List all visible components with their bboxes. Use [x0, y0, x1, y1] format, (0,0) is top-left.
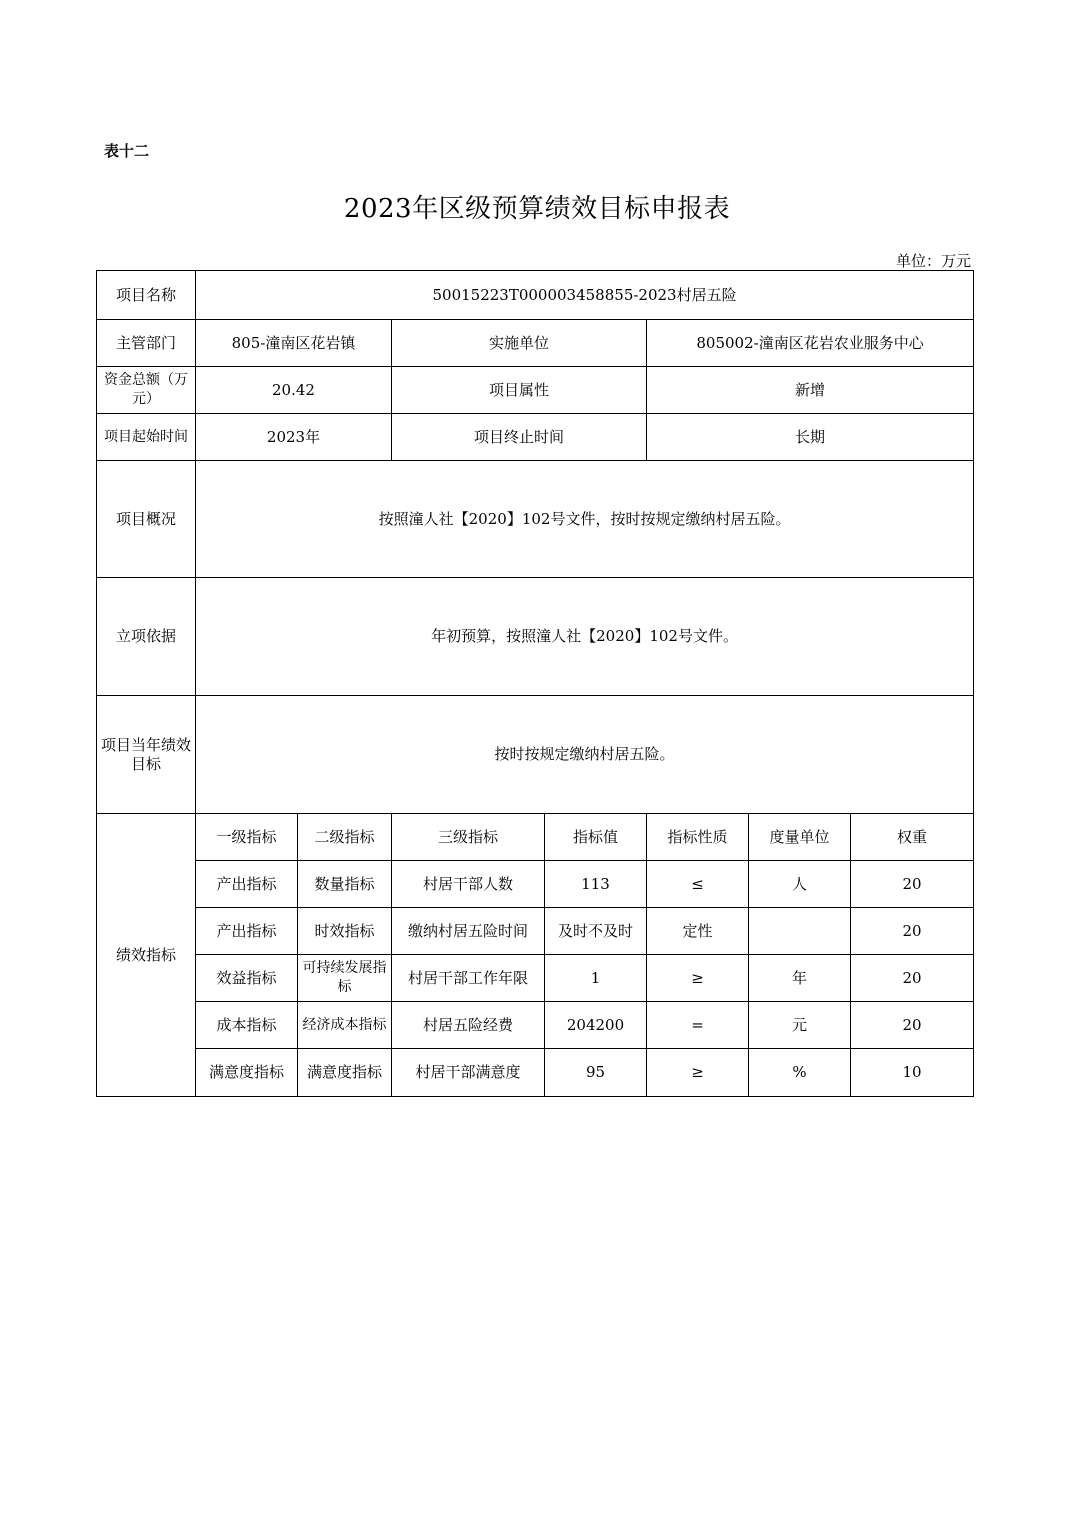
- header-cell: 权重: [851, 814, 974, 861]
- funds-value: 20.42: [196, 367, 392, 414]
- level2-cell: 可持续发展指标: [298, 955, 392, 1002]
- start-value: 2023年: [196, 414, 392, 461]
- unit-cell: [749, 908, 851, 955]
- table-label: 表十二: [104, 142, 150, 160]
- level1-cell: 成本指标: [196, 1002, 298, 1049]
- header-cell: 二级指标: [298, 814, 392, 861]
- value-cell: 及时不及时: [545, 908, 647, 955]
- attr-label: 项目属性: [392, 367, 647, 414]
- table-row: [97, 908, 974, 955]
- row-overview: [97, 461, 974, 578]
- level1-cell: 产出指标: [196, 861, 298, 908]
- project-name-value: 50015223T000003458855-2023村居五险: [196, 271, 974, 320]
- value-cell: 95: [545, 1049, 647, 1097]
- basis-label: 立项依据: [97, 578, 196, 696]
- nature-cell: 定性: [647, 908, 749, 955]
- start-label: 项目起始时间: [97, 414, 196, 461]
- row-project-name: [97, 271, 974, 320]
- attr-value: 新增: [647, 367, 974, 414]
- overview-value: 按照潼人社【2020】102号文件，按时按规定缴纳村居五险。: [196, 461, 974, 578]
- table-row: [97, 861, 974, 908]
- goal-label: 项目当年绩效目标: [97, 696, 196, 814]
- funds-label: 资金总额（万元）: [97, 367, 196, 414]
- row-goal: [97, 696, 974, 814]
- nature-cell: ≥: [647, 955, 749, 1002]
- level1-cell: 效益指标: [196, 955, 298, 1002]
- row-period: [97, 414, 974, 461]
- dept-label: 主管部门: [97, 320, 196, 367]
- level3-cell: 村居干部工作年限: [392, 955, 545, 1002]
- goal-value: 按时按规定缴纳村居五险。: [196, 696, 974, 814]
- header-cell: 指标值: [545, 814, 647, 861]
- impl-value: 805002-潼南区花岩农业服务中心: [647, 320, 974, 367]
- level2-cell: 数量指标: [298, 861, 392, 908]
- end-label: 项目终止时间: [392, 414, 647, 461]
- value-cell: 1: [545, 955, 647, 1002]
- unit-cell: 人: [749, 861, 851, 908]
- table-row: [97, 1002, 974, 1049]
- level3-cell: 村居干部人数: [392, 861, 545, 908]
- document-title: 2023年区级预算绩效目标申报表: [343, 194, 731, 224]
- performance-target-table: [96, 270, 974, 1097]
- weight-cell: 20: [851, 908, 974, 955]
- table-row: [97, 955, 974, 1002]
- level3-cell: 村居干部满意度: [392, 1049, 545, 1097]
- unit-cell: %: [749, 1049, 851, 1097]
- unit-label: 单位：万元: [895, 252, 971, 270]
- header-cell: 一级指标: [196, 814, 298, 861]
- level3-cell: 缴纳村居五险时间: [392, 908, 545, 955]
- level3-cell: 村居五险经费: [392, 1002, 545, 1049]
- weight-cell: 20: [851, 1002, 974, 1049]
- weight-cell: 20: [851, 955, 974, 1002]
- header-cell: 度量单位: [749, 814, 851, 861]
- table-row: [97, 1049, 974, 1097]
- impl-label: 实施单位: [392, 320, 647, 367]
- value-cell: 113: [545, 861, 647, 908]
- row-department: [97, 320, 974, 367]
- level2-cell: 经济成本指标: [298, 1002, 392, 1049]
- row-funds: [97, 367, 974, 414]
- unit-cell: 元: [749, 1002, 851, 1049]
- basis-value: 年初预算，按照潼人社【2020】102号文件。: [196, 578, 974, 696]
- overview-label: 项目概况: [97, 461, 196, 578]
- header-cell: 指标性质: [647, 814, 749, 861]
- value-cell: 204200: [545, 1002, 647, 1049]
- level2-cell: 时效指标: [298, 908, 392, 955]
- weight-cell: 20: [851, 861, 974, 908]
- nature-cell: ≥: [647, 1049, 749, 1097]
- level2-cell: 满意度指标: [298, 1049, 392, 1097]
- end-value: 长期: [647, 414, 974, 461]
- level1-cell: 产出指标: [196, 908, 298, 955]
- nature-cell: ≤: [647, 861, 749, 908]
- level1-cell: 满意度指标: [196, 1049, 298, 1097]
- weight-cell: 10: [851, 1049, 974, 1097]
- unit-cell: 年: [749, 955, 851, 1002]
- performance-label: 绩效指标: [97, 814, 196, 1097]
- project-name-label: 项目名称: [97, 271, 196, 320]
- nature-cell: =: [647, 1002, 749, 1049]
- performance-header-row: [97, 814, 974, 861]
- dept-value: 805-潼南区花岩镇: [196, 320, 392, 367]
- row-basis: [97, 578, 974, 696]
- header-cell: 三级指标: [392, 814, 545, 861]
